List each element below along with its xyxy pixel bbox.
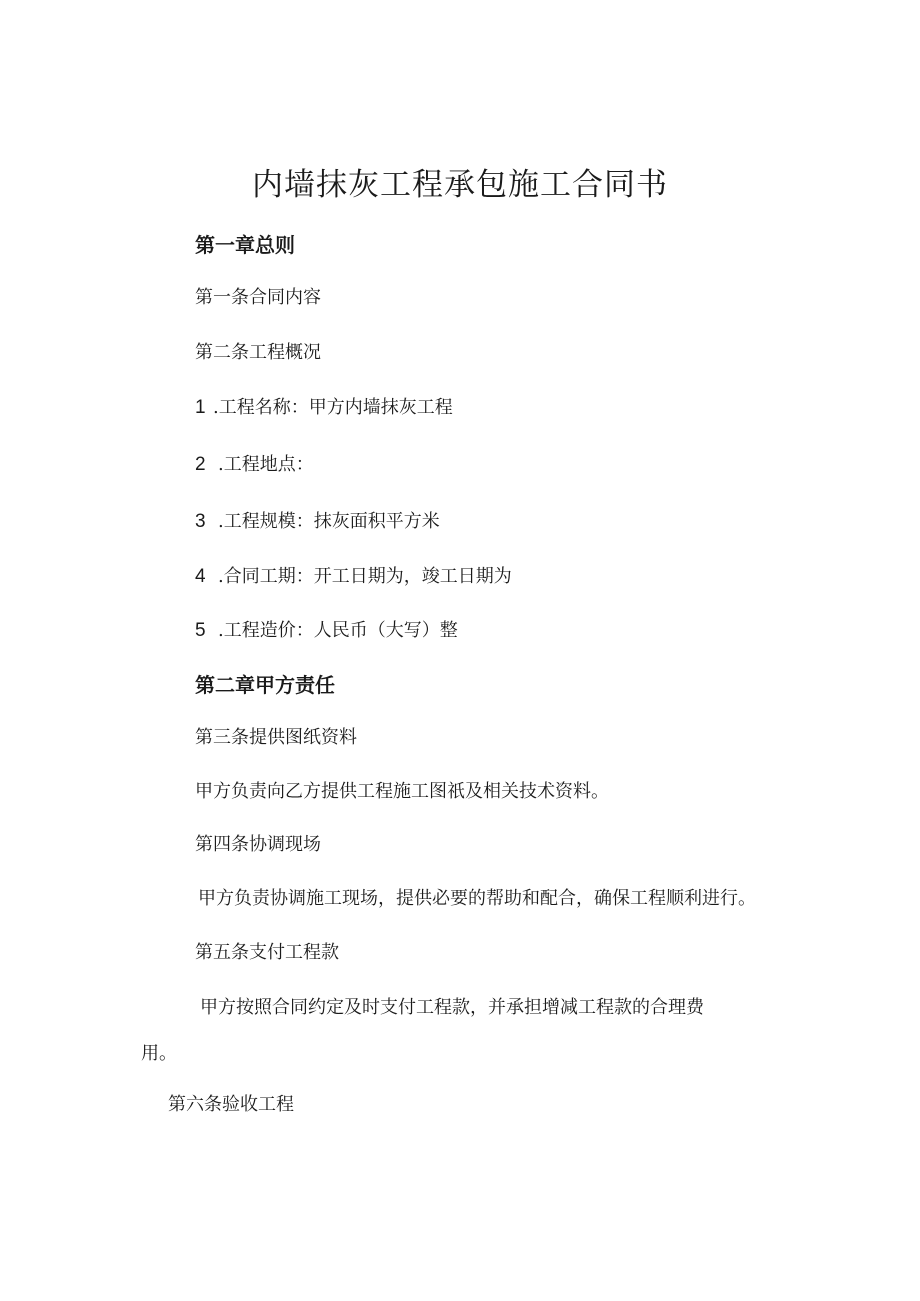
- list-item-1: [195, 398, 453, 417]
- article-1-heading: 第一条合同内容: [195, 287, 321, 308]
- list-item-text: .合同工期：开工日期为，竣工日期为: [218, 566, 512, 587]
- article-3-heading: 第三条提供图纸资料: [195, 727, 357, 748]
- list-item-5: [195, 621, 458, 640]
- article-2-heading: 第二条工程概况: [195, 342, 321, 363]
- article-4-body: 甲方负责协调施工现场，提供必要的帮助和配合，确保工程顺利进行。: [198, 888, 756, 909]
- list-item-2: [195, 455, 314, 474]
- article-5-body-line-2: 用。: [141, 1043, 177, 1064]
- list-item-number: 2: [195, 454, 206, 475]
- list-item-text: .工程地点：: [218, 454, 314, 475]
- list-item-3: [195, 512, 440, 531]
- article-5-heading: 第五条支付工程款: [195, 942, 339, 963]
- chapter-2-heading: 第二章甲方责任: [195, 673, 335, 697]
- list-item-4: [195, 567, 512, 586]
- document-title: 内墙抹灰工程承包施工合同书: [252, 167, 668, 203]
- list-item-text: .工程规模：抹灰面积平方米: [218, 511, 440, 532]
- list-item-number: 4: [195, 566, 206, 587]
- list-item-text: .工程造价：人民币（大写）整: [218, 620, 458, 641]
- article-3-body: 甲方负责向乙方提供工程施工图祇及相关技术资料。: [195, 781, 609, 802]
- list-item-number: 3: [195, 511, 206, 532]
- article-4-heading: 第四条协调现场: [195, 834, 321, 855]
- article-6-heading: 第六条验收工程: [168, 1094, 294, 1115]
- list-item-number: 1: [195, 397, 206, 418]
- list-item-number: 5: [195, 620, 206, 641]
- article-5-body-line-1: 甲方按照合同约定及时支付工程款，并承担增减工程款的合理费: [200, 997, 704, 1018]
- list-item-text: .工程名称：甲方内墙抹灰工程: [213, 397, 453, 418]
- chapter-1-heading: 第一章总则: [195, 233, 295, 257]
